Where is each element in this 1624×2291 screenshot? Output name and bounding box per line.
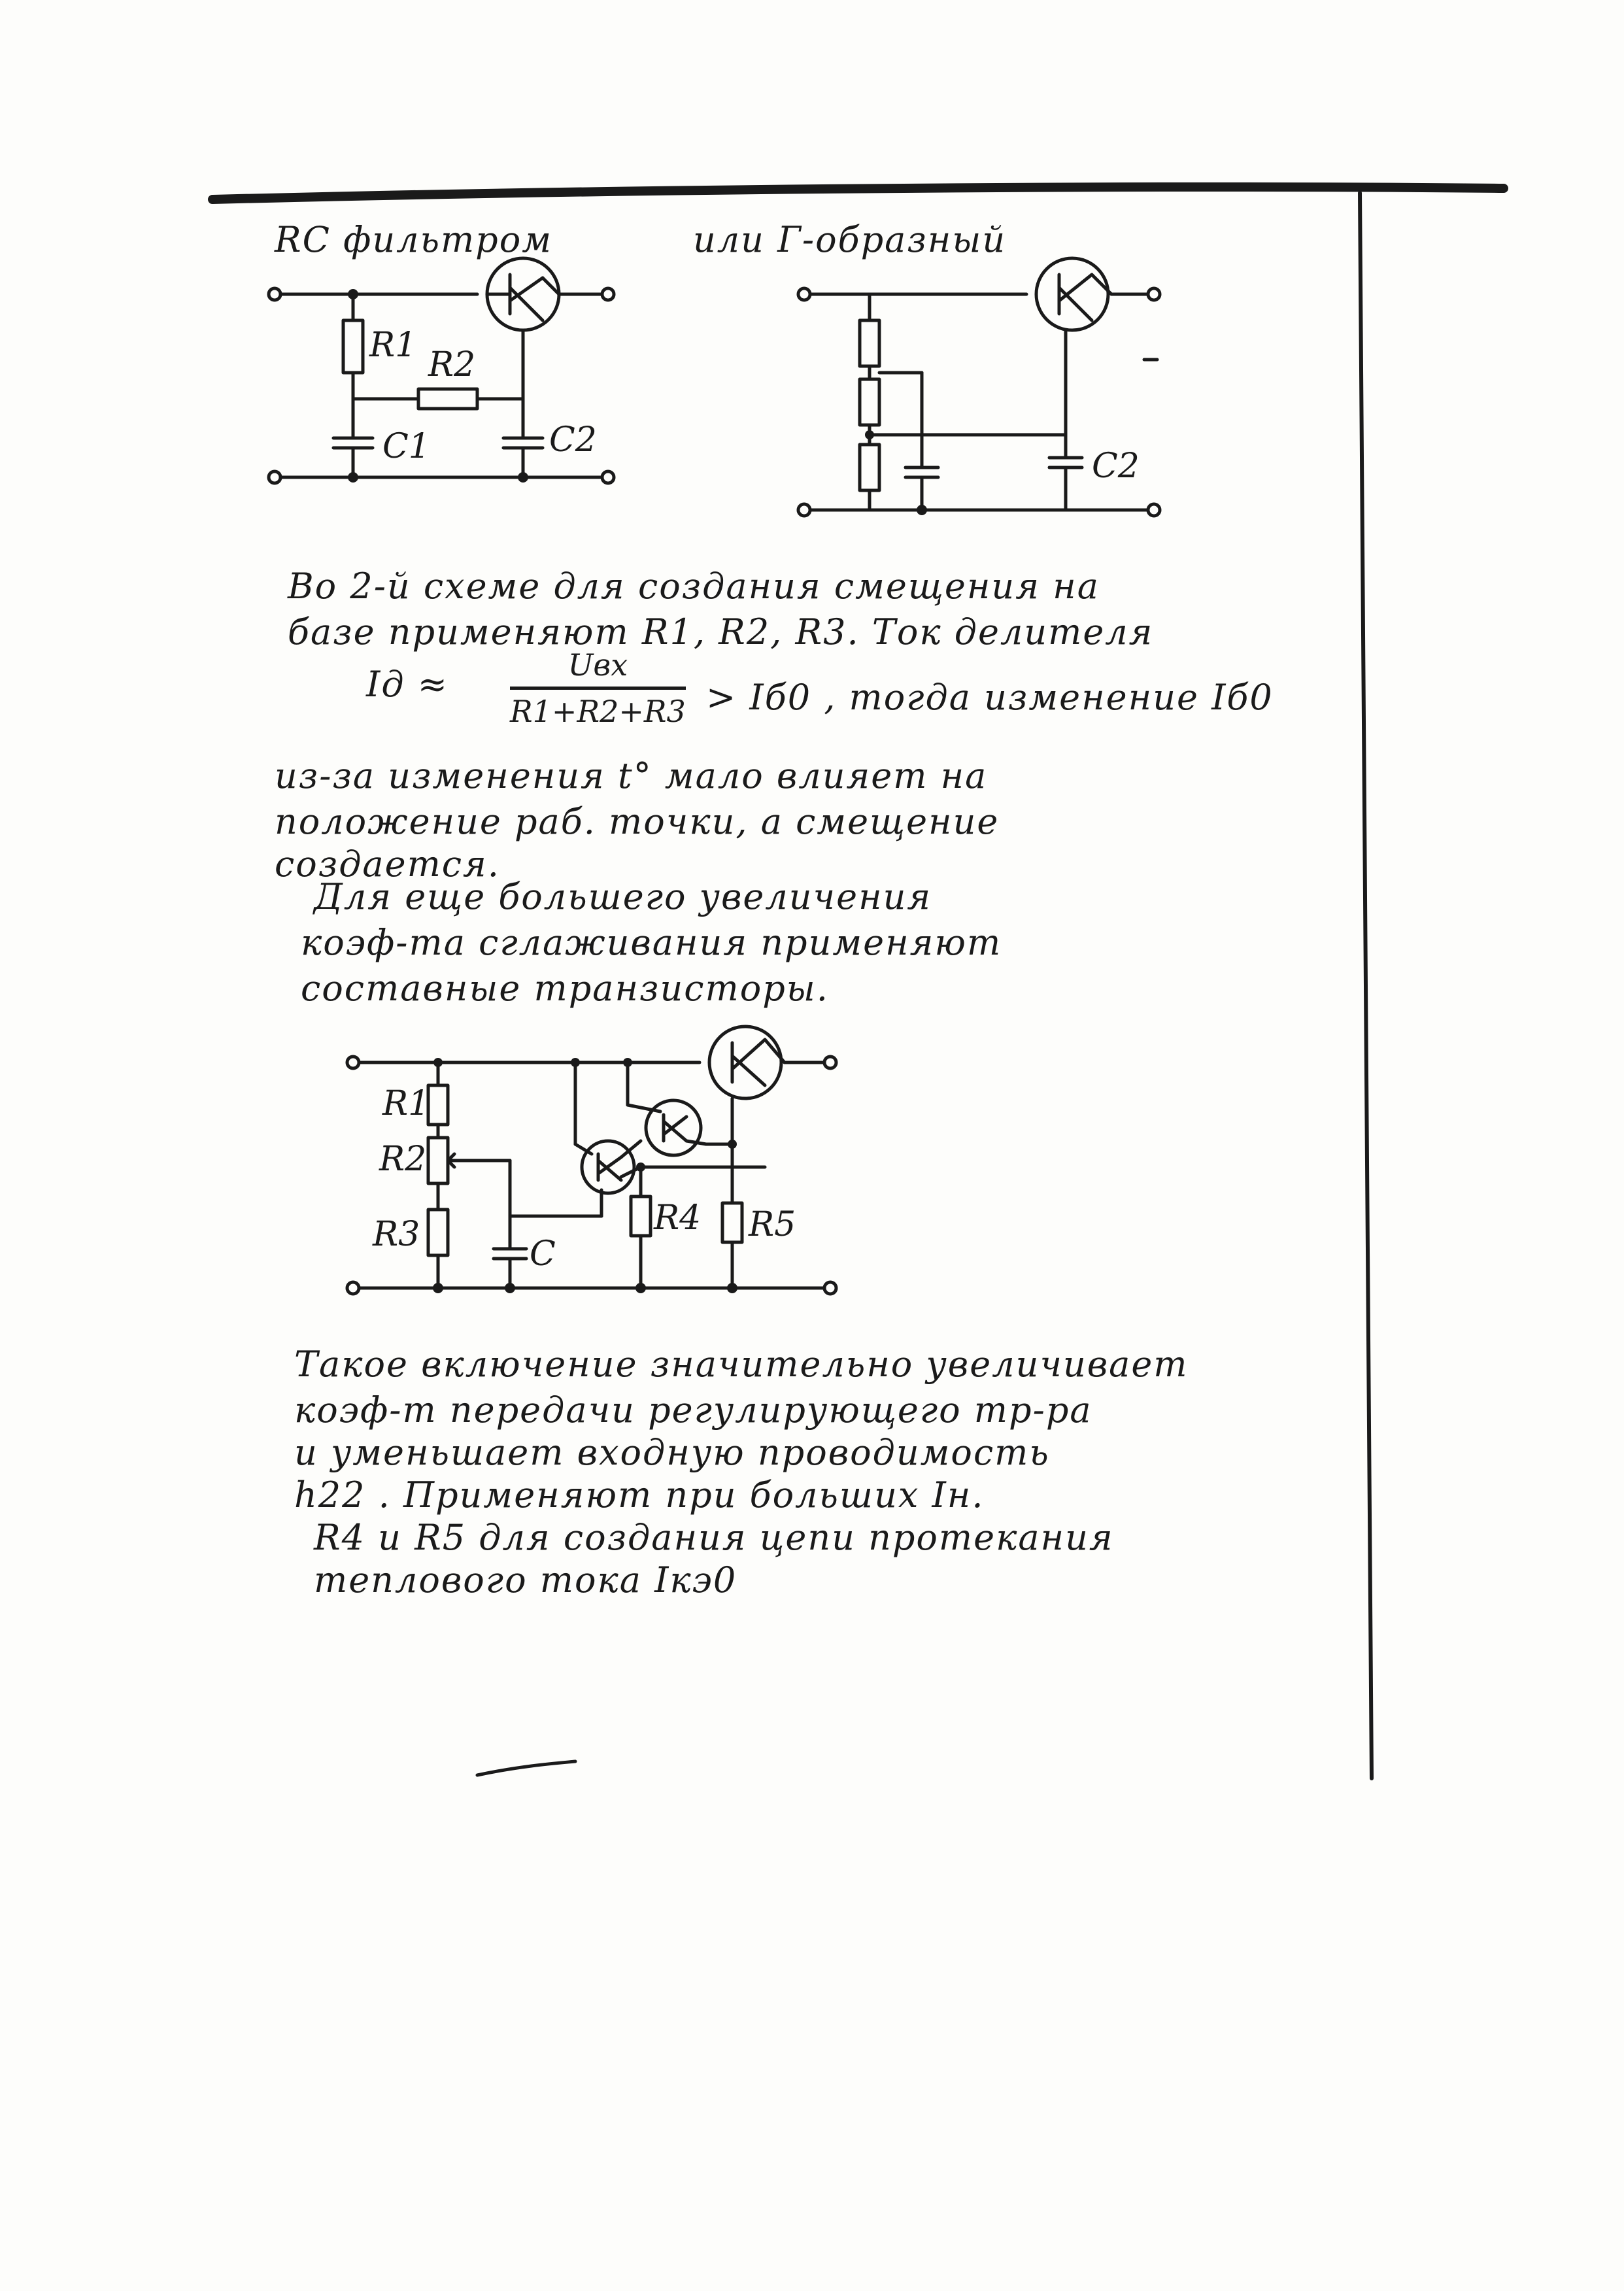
terminal-in-bottom-3 — [347, 1282, 359, 1294]
paragraph3-line3: составные транзисторы. — [301, 968, 829, 1009]
transistor-symbol-2 — [1036, 258, 1108, 330]
paragraph4-line5: R4 и R5 для создания цепи протекания — [314, 1517, 1114, 1558]
paragraph4-line6: теплового тока Iкэ0 — [314, 1559, 737, 1601]
paragraph4-line3: и уменьшает входную проводимость — [294, 1432, 1050, 1473]
resistor-r3-3 — [428, 1210, 448, 1255]
terminal-out-bottom-2 — [1148, 504, 1160, 516]
terminal-out-bottom-3 — [824, 1282, 836, 1294]
paragraph4-line1: Такое включение значительно увеличивает — [294, 1344, 1189, 1385]
label-c2: C2 — [549, 420, 597, 460]
resistor-r1-3 — [428, 1085, 448, 1125]
paragraph4-line2: коэф-т передачи регулирующего тр-ра — [294, 1389, 1092, 1431]
label-r1: R1 — [369, 326, 417, 365]
paragraph4-line4: h22 . Применяют при больших Iн. — [294, 1474, 985, 1516]
paragraph1-line2: базе применяют R1, R2, R3. Ток делителя — [288, 611, 1154, 653]
terminal-out-top-2 — [1148, 288, 1160, 300]
potentiometer-2 — [860, 379, 879, 425]
fraction-numerator: Uвх — [510, 647, 686, 690]
fraction-denominator: R1+R2+R3 — [510, 694, 686, 729]
l-filter-circuit — [791, 255, 1196, 536]
divider-current-fraction — [510, 647, 686, 729]
terminal-out-top-3 — [824, 1057, 836, 1068]
label-r3-3: R3 — [373, 1215, 420, 1254]
terminal-in-top-2 — [798, 288, 810, 300]
terminal-out-top — [602, 288, 614, 300]
label-r2: R2 — [428, 345, 476, 384]
resistor-r5-3 — [722, 1203, 742, 1242]
paragraph1-line1: Во 2-й схеме для создания смещения на — [288, 566, 1100, 607]
label-c-3: C — [530, 1234, 556, 1274]
label-r1-3: R1 — [382, 1084, 430, 1123]
heading-right: или Г-образный — [693, 219, 1007, 260]
paragraph3-line1: Для еще большего увеличения — [314, 876, 932, 917]
label-r5-3: R5 — [749, 1205, 796, 1244]
terminal-in-top-3 — [347, 1057, 359, 1068]
terminal-in-bottom — [269, 471, 280, 483]
resistor-bottom-2 — [860, 445, 879, 490]
heading-left: RC фильтром — [275, 219, 553, 260]
paragraph1-line3-pre: Iд ≈ — [366, 664, 448, 705]
resistor-r1 — [343, 320, 363, 373]
label-r4-3: R4 — [654, 1198, 702, 1238]
label-c1: C1 — [382, 427, 430, 466]
terminal-out-bottom — [602, 471, 614, 483]
terminal-in-top — [269, 288, 280, 300]
paragraph3-line2: коэф-та сглаживания применяют — [301, 922, 1002, 963]
potentiometer-r2-3 — [428, 1138, 448, 1183]
label-c2-2: C2 — [1092, 447, 1140, 486]
terminal-in-bottom-2 — [798, 504, 810, 516]
paragraph2-line1: из-за изменения t° мало влияет на — [275, 755, 988, 796]
output-transistor — [709, 1027, 781, 1098]
paragraph2-line3: создается. — [275, 843, 500, 885]
resistor-r4-3 — [631, 1196, 651, 1236]
paragraph2-line2: положение раб. точки, а смещение — [275, 801, 1000, 842]
paragraph1-line3-post: > Iб0 , тогда изменение Iб0 — [706, 677, 1274, 718]
resistor-top-2 — [860, 320, 879, 366]
label-r2-3: R2 — [379, 1140, 427, 1179]
resistor-r2 — [418, 389, 477, 409]
composite-transistor-circuit — [340, 1020, 863, 1321]
rc-filter-circuit — [262, 248, 667, 497]
